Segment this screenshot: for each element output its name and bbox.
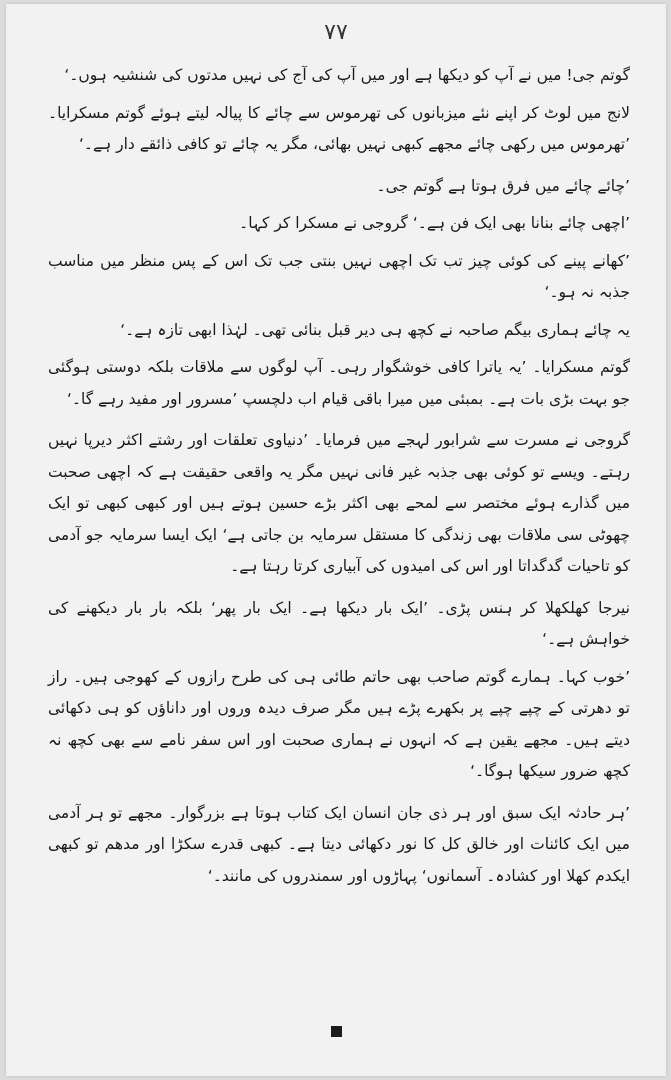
- section-end-square-icon: [331, 1026, 342, 1037]
- paragraph: ’کھانے پینے کی کوئی چیز تب تک اچھی نہیں بنتی جب تک اس کے پس منظر میں مناسب جذبہ نہ ہو۔‘: [48, 251, 630, 301]
- paragraph: ’چائے چائے میں فرق ہوتا ہے گوتم جی۔: [376, 176, 630, 195]
- book-page: [6, 4, 666, 1076]
- page-number: ٧٧: [324, 20, 348, 45]
- page-text: [48, 60, 630, 902]
- paragraph: ’خوب کہا۔ ہمارے گوتم صاحب بھی حاتم طائی ہی کی طرح رازوں کے کھوجی ہیں۔ راز تو دھرتی کے چپے چپے پر بکھرے پڑے ہیں مگر صرف دیدہ وروں اور داناؤں کو ہی دکھائی دیتے ہیں۔ مجھے یقین ہے کہ انہوں نے ہماری صحبت اور اس سفر نامے سے بھی کچھ نہ کچھ ضرور سیکھا ہوگا۔‘: [48, 667, 630, 780]
- paragraph: یہ چائے ہماری بیگم صاحبہ نے کچھ ہی دیر قبل بنائی تھی۔ لہٰذا ابھی تازہ ہے۔‘: [120, 320, 630, 339]
- paragraph: گروجی نے مسرت سے شرابور لہجے میں فرمایا۔ ’دنیاوی تعلقات اور رشتے اکثر دیرپا نہیں رہتے۔ ویسے تو کوئی بھی جذبہ غیر فانی نہیں مگر یہ واقعی حقیقت ہے کہ اچھی صحبت میں گذارے ہوئے مختصر سے لمحے بھی اکثر بڑے حسین ہوتے ہیں اور کبھی کبھی تو ایک چھوٹی سی ملاقات بھی زندگی کا مستقل سرمایہ بن جاتی ہے‘ ایک ایسا سرمایہ جو آدمی کو تاحیات گدگداتا اور اس کی امیدوں کی آبیاری کرتا رہتا ہے۔: [48, 431, 630, 575]
- paragraph: گوتم مسکرایا۔ ’یہ یاترا کافی خوشگوار رہی۔ آپ لوگوں سے ملاقات بلکہ دوستی ہوگئی جو بہت بڑی بات ہے۔ بمبئی میں میرا باقی قیام اب دلچسپ ’مسرور اور مفید رہے گا۔‘: [48, 358, 630, 408]
- paragraph: ’اچھی چائے بنانا بھی ایک فن ہے۔‘ گروجی نے مسکرا کر کہا۔: [239, 214, 630, 232]
- paragraph: ’ہر حادثہ ایک سبق اور ہر ذی جان انسان ایک کتاب ہوتا ہے بزرگوار۔ مجھے تو ہر آدمی میں ایک کائنات اور خالق کل کا نور دکھائی دیتا ہے۔ کبھی قدرے سکڑا اور مدھم تو کبھی ایکدم کھلا اور کشادہ۔ آسمانوں‘ پہاڑوں اور سمندروں کی مانند۔‘: [48, 803, 630, 885]
- paragraph: نیرجا کھلکھلا کر ہنس پڑی۔ ’ایک بار دیکھا ہے۔ ایک بار پھر‘ بلکہ بار بار دیکھنے کی خواہش ہے۔‘: [48, 598, 630, 648]
- paragraph: لانج میں لوٹ کر اپنے نئے میزبانوں کی تھرموس سے چائے کا پیالہ لیتے ہوئے گوتم مسکرایا۔ ’تھرموس میں رکھی چائے مجھے کبھی نہیں بھائی، مگر یہ چائے تو کافی ذائقے دار ہے۔‘: [48, 103, 630, 153]
- paragraph: گوتم جی! میں نے آپ کو دیکھا ہے اور میں آپ کی آج کی نہیں مدتوں کی شنشیہ ہوں۔‘: [64, 66, 630, 84]
